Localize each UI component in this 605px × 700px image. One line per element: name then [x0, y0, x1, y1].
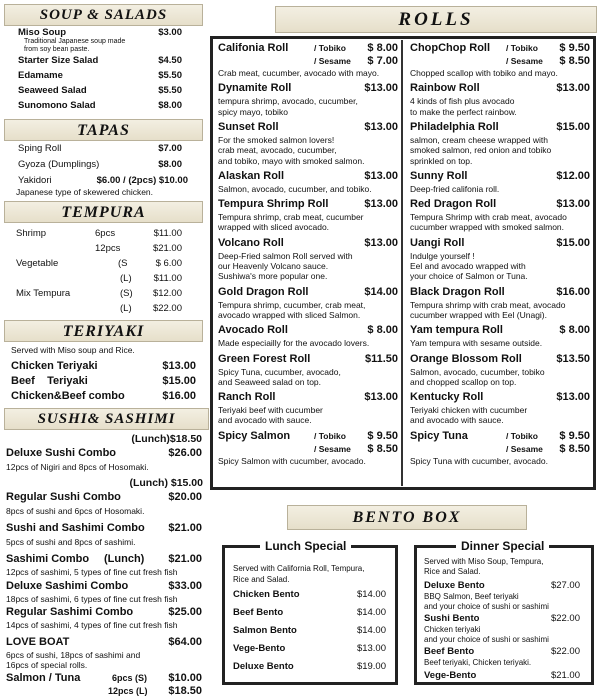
- tempura-item: Shrimp: [16, 228, 47, 239]
- lunch-price: (Lunch)$18.50: [131, 433, 202, 445]
- menu-item-name: Beef Teriyaki: [11, 375, 88, 387]
- lunch-note: Served with California Roll, Tempura,: [233, 564, 365, 573]
- lunch-note: Rice and Salad.: [233, 575, 290, 584]
- bento-name: Vege-Bento: [424, 669, 477, 681]
- roll-name: Gold Dragon Roll: [218, 285, 309, 298]
- roll-option: / Sesame: [506, 443, 543, 454]
- roll-option: / Tobiko: [314, 43, 346, 53]
- tempura-size: 6pcs: [95, 228, 116, 239]
- roll-desc: sprinkled on top.: [410, 155, 473, 166]
- roll-name: Kentucky Roll: [410, 391, 484, 404]
- menu-item-name: Sunomono Salad: [18, 100, 96, 111]
- bento-desc: and your choice of sushi or sashimi: [424, 601, 549, 611]
- roll-desc: and avocado with sauce.: [410, 415, 504, 426]
- menu-item-price: $12.00: [152, 288, 182, 299]
- roll-name: Spicy Tuna: [410, 429, 468, 442]
- menu-item-desc: 18pcs of sashimi, 6 types of fine cut fresh fish: [6, 594, 178, 604]
- roll-price: $ 9.50: [559, 42, 590, 54]
- lunch-items: [233, 589, 386, 679]
- roll-desc: Spicy Tuna, cucumber, avocado,: [218, 366, 341, 377]
- roll-desc: Eel and avocado wrapped with: [410, 261, 526, 271]
- menu-item-price: $4.50: [158, 55, 182, 66]
- roll-price: $13.00: [556, 82, 590, 95]
- menu-item-price: $15.00: [162, 375, 196, 387]
- menu-item-price: $21.00: [152, 243, 182, 254]
- roll-name: Califonia Roll: [218, 42, 289, 54]
- roll-desc: Teriyaki chicken with cucumber: [410, 405, 528, 416]
- roll-price: $ 8.50: [559, 55, 590, 67]
- roll-name: Rainbow Roll: [410, 82, 480, 95]
- roll-name: Volcano Roll: [218, 236, 284, 249]
- lunch-price: (Lunch) $15.00: [129, 477, 203, 489]
- roll-desc: Deep-Fried salmon Roll served with: [218, 250, 353, 261]
- bento-name: Sushi Bento: [424, 613, 480, 624]
- roll-desc: Indulge yourself !: [410, 250, 475, 261]
- menu-item-name: Salmon / Tuna: [6, 672, 81, 684]
- roll-desc: Deep-fried califonia roll.: [410, 183, 500, 194]
- roll-desc: and chopped scallop on top.: [410, 376, 517, 387]
- size-label: 6pcs (S): [112, 673, 148, 683]
- tempura-size: (S): [120, 288, 133, 299]
- menu-item-name: Regular Sashimi Combo: [6, 606, 134, 618]
- roll-name: ChopChop Roll: [410, 42, 491, 54]
- roll-desc: spicy mayo, tobiko: [218, 106, 288, 117]
- menu-item-price: $3.00: [158, 27, 182, 38]
- bento-name: Deluxe Bento: [424, 580, 485, 591]
- menu-item-name: Sashimi Combo: [6, 553, 90, 565]
- menu-item-price: $16.00: [162, 390, 196, 402]
- roll-price: $13.50: [556, 352, 590, 365]
- tempura-size: 12pcs: [95, 243, 121, 254]
- sushi-sashimi-banner: SUSHI& SASHIMI: [4, 408, 209, 430]
- bento-name: Deluxe Bento: [233, 661, 294, 672]
- bento-price: $22.00: [550, 613, 580, 624]
- roll-option: / Sesame: [314, 56, 351, 66]
- roll-price: $ 8.00: [559, 324, 590, 337]
- bento-name: Beef Bento: [233, 607, 284, 618]
- menu-item-price: $11.00: [153, 273, 182, 284]
- menu-item-desc: 5pcs of sushi and 8pcs of sashimi.: [6, 537, 136, 547]
- roll-desc: Teriyaki beef with cucumber: [218, 405, 323, 416]
- roll-price: $15.00: [556, 236, 590, 249]
- bento-desc: Beef teriyaki, Chicken teriyaki.: [424, 658, 532, 667]
- tapas-banner: TAPAS: [4, 119, 203, 141]
- roll-desc: cucumber wrapped with Eel (Unagi).: [410, 309, 548, 320]
- bento-price: $14.00: [356, 607, 386, 618]
- dinner-note: Served with Miso Soup, Tempura,: [424, 557, 544, 566]
- menu-item-name: Edamame: [18, 70, 63, 81]
- bento-name: Vege-Bento: [233, 643, 286, 654]
- roll-desc: your choice of Salmon or Tuna.: [410, 271, 528, 282]
- teriyaki-banner: TERIYAKI: [4, 320, 203, 342]
- roll-desc: Salmon, avocado, cucumber, tobiko: [410, 366, 545, 377]
- roll-desc: Tempura Shrimp with crab meat, avocado: [410, 212, 567, 223]
- roll-price: $ 8.00: [367, 42, 398, 54]
- bento-price: $22.00: [550, 646, 580, 657]
- bento-price: $27.00: [550, 580, 580, 591]
- menu-item-desc: 6pcs of sushi, 18pcs of sashimi and: [6, 650, 141, 660]
- menu-item-name: LOVE BOAT: [6, 636, 70, 648]
- menu-item-desc: 12pcs of sashimi, 5 types of fine cut fresh fish: [6, 567, 178, 577]
- menu-item-name: Chicken&Beef combo: [11, 390, 125, 402]
- bento-price: $19.00: [356, 661, 386, 672]
- menu-item-price: $18.50: [168, 685, 202, 697]
- roll-desc: Salmon, avocado, cucumber, and tobiko.: [218, 183, 372, 194]
- bento-price: $21.00: [550, 669, 580, 681]
- menu-item-price: $10.00: [168, 672, 202, 684]
- tempura-item: Mix Tempura: [16, 288, 71, 299]
- roll-option: / Tobiko: [314, 430, 346, 441]
- roll-name: Avocado Roll: [218, 324, 288, 337]
- rolls-banner: ROLLS: [275, 6, 597, 33]
- roll-option: / Tobiko: [506, 43, 538, 53]
- roll-name: Green Forest Roll: [218, 352, 311, 365]
- tempura-size: (S: [118, 258, 128, 269]
- menu-item-name: Yakidori: [18, 175, 52, 186]
- menu-item-price: $20.00: [168, 491, 202, 503]
- roll-desc: our Heavenly Volcano sauce.: [218, 261, 329, 271]
- menu-item-price: $26.00: [168, 447, 202, 459]
- menu-item-price: $21.00: [168, 553, 202, 565]
- roll-price: $15.00: [556, 120, 590, 133]
- menu-item-name: Miso Soup: [18, 27, 67, 38]
- roll-name: Dynamite Roll: [218, 82, 292, 95]
- menu-item-price: $ 6.00: [155, 258, 182, 269]
- menu-item-price: $13.00: [162, 360, 196, 372]
- roll-desc: cucumber wrapped with smoked salmon.: [410, 222, 565, 233]
- dinner-items: [424, 580, 584, 682]
- menu-item-desc: 14pcs of sashimi, 4 types of fine cut fresh fish: [6, 620, 178, 630]
- menu-item-name: Deluxe Sushi Combo: [6, 447, 117, 459]
- roll-desc: Sushiwa's more popular one.: [218, 271, 328, 282]
- roll-desc: avocado wrapped with sliced Salmon.: [218, 309, 361, 320]
- roll-desc: and avocado with sauce.: [218, 415, 312, 426]
- roll-desc: wrapped with sliced avocado.: [218, 222, 330, 233]
- roll-name: Sunset Roll: [218, 120, 279, 133]
- bento-price: $14.00: [356, 589, 386, 600]
- roll-price: $13.00: [364, 391, 398, 404]
- roll-name: Ranch Roll: [218, 391, 276, 404]
- roll-name: Red Dragon Roll: [410, 198, 497, 211]
- roll-price: $13.00: [556, 391, 590, 404]
- roll-option: / Sesame: [506, 56, 543, 66]
- menu-item-price: $33.00: [168, 580, 202, 592]
- teriyaki-note: Served with Miso soup and Rice.: [11, 345, 135, 355]
- bento-desc: Chicken teriyaki: [424, 625, 481, 634]
- menu-item-price: $22.00: [152, 303, 182, 314]
- size-label: 12pcs (L): [108, 686, 148, 696]
- roll-price: $ 8.50: [559, 442, 590, 455]
- menu-item-desc: 16pcs of special rolls.: [6, 660, 88, 670]
- menu-item-price: $11.00: [153, 228, 182, 239]
- roll-desc: crab meat, avocado, cucumber,: [218, 145, 337, 156]
- roll-desc: Tempura shrimp with crab meat, avocado: [410, 299, 566, 310]
- roll-desc: Chopped scallop with tobiko and mayo.: [410, 68, 558, 78]
- roll-desc: Tempura shrimp, cucumber, crab meat,: [218, 299, 366, 310]
- roll-desc: Spicy Salmon with cucumber, avocado.: [218, 455, 366, 466]
- roll-price: $13.00: [364, 169, 398, 182]
- roll-price: $13.00: [364, 236, 398, 249]
- dinner-note: Rice and Salad.: [424, 567, 481, 576]
- rolls-right-column: [410, 42, 590, 486]
- roll-name: Black Dragon Roll: [410, 285, 505, 298]
- menu-item-desc: Japanese type of skewered chicken.: [16, 187, 154, 197]
- roll-desc: and tobiko, mayo with smoked salmon.: [218, 155, 365, 166]
- roll-desc: to make the perfect rainbow.: [410, 106, 517, 117]
- roll-price: $12.00: [556, 169, 590, 182]
- menu-item-desc: 8pcs of sushi and 6pcs of Hosomaki.: [6, 506, 145, 516]
- menu-item-price: $25.00: [168, 606, 202, 618]
- menu-item-name: Starter Size Salad: [18, 55, 99, 66]
- bento-banner: BENTO BOX: [287, 505, 527, 530]
- menu-item-name: Seaweed Salad: [18, 85, 87, 96]
- roll-desc: salmon, cream cheese wrapped with: [410, 134, 548, 145]
- dinner-special-title: Dinner Special: [456, 539, 549, 553]
- menu-item-price: $21.00: [168, 522, 202, 534]
- menu-item-name: Chicken Teriyaki: [11, 360, 98, 372]
- bento-desc: and your choice of sushi or sashimi: [424, 634, 549, 644]
- menu-item-name: Sushi and Sashimi Combo: [6, 522, 145, 534]
- roll-price: $ 7.00: [367, 55, 398, 67]
- roll-price: $ 8.00: [367, 324, 398, 337]
- roll-price: $ 9.50: [367, 429, 398, 442]
- menu-item-price: $7.00: [158, 143, 182, 154]
- bento-name: Beef Bento: [424, 646, 475, 657]
- rolls-left-column: [218, 42, 398, 486]
- tempura-size: (L): [120, 303, 132, 314]
- roll-desc: 4 kinds of fish plus avocado: [410, 96, 515, 107]
- roll-name: Spicy Salmon: [218, 429, 291, 442]
- bento-name: Chicken Bento: [233, 589, 300, 600]
- roll-option: / Sesame: [314, 443, 351, 454]
- menu-item-price: $64.00: [168, 636, 202, 648]
- menu-item-price: $5.50: [158, 70, 182, 81]
- menu-item-price: $5.50: [158, 85, 182, 96]
- roll-name: Philadelphia Roll: [410, 120, 499, 133]
- roll-name: Alaskan Roll: [218, 169, 285, 182]
- menu-item-price: $8.00: [158, 159, 182, 170]
- tempura-banner: TEMPURA: [4, 201, 203, 223]
- roll-desc: and Seaweed salad on top.: [218, 376, 322, 387]
- menu-item-desc: Traditional Japanese soup made from soy bean paste.: [24, 38, 126, 53]
- soup-salads-banner: SOUP & SALADS: [4, 4, 203, 26]
- tempura-item: Vegetable: [16, 258, 59, 269]
- roll-desc: Yam tempura with sesame outside.: [410, 338, 543, 349]
- menu-item-name: Deluxe Sashimi Combo: [6, 580, 129, 592]
- tempura-size: (L): [120, 273, 132, 284]
- roll-price: $13.00: [556, 198, 590, 211]
- roll-desc: Spicy Tuna with cucumber, avocado.: [410, 455, 548, 466]
- roll-price: $ 9.50: [559, 429, 590, 442]
- menu-item-name: Sping Roll: [18, 143, 62, 154]
- lunch-special-title: Lunch Special: [260, 539, 351, 553]
- roll-option: / Tobiko: [506, 430, 538, 441]
- roll-desc: Crab meat, cucumber, avocado with mayo.: [218, 68, 380, 78]
- bento-price: $14.00: [356, 625, 386, 636]
- roll-desc: Tempura shrimp, crab meat, cucumber: [218, 212, 364, 223]
- roll-name: Uangi Roll: [410, 236, 465, 249]
- bento-name: Salmon Bento: [233, 625, 297, 636]
- lunch-label: (Lunch): [104, 553, 145, 565]
- rolls-divider: [401, 40, 403, 486]
- bento-price: $13.00: [356, 643, 386, 654]
- roll-name: Tempura Shrimp Roll: [218, 198, 329, 211]
- roll-price: $14.00: [364, 285, 398, 298]
- roll-name: Orange Blossom Roll: [410, 352, 522, 365]
- menu-item-name: Regular Sushi Combo: [6, 491, 121, 503]
- roll-desc: smoked salmon, red onion and tobiko: [410, 145, 552, 156]
- roll-name: Yam tempura Roll: [410, 324, 503, 337]
- menu-item-price: $6.00 / (2pcs) $10.00: [96, 175, 188, 186]
- roll-desc: tempura shrimp, avocado, cucumber,: [218, 96, 358, 107]
- roll-price: $16.00: [556, 285, 590, 298]
- roll-price: $13.00: [364, 120, 398, 133]
- roll-name: Sunny Roll: [410, 169, 468, 182]
- roll-desc: For the smoked salmon lovers!: [218, 134, 335, 145]
- roll-price: $ 8.50: [367, 442, 398, 455]
- roll-price: $13.00: [364, 198, 398, 211]
- menu-item-name: Gyoza (Dumplings): [18, 159, 100, 170]
- menu-item-desc: 12pcs of Nigiri and 8pcs of Hosomaki.: [6, 462, 149, 472]
- roll-desc: Made especiailly for the avocado lovers.: [218, 338, 370, 349]
- roll-price: $13.00: [364, 82, 398, 95]
- roll-price: $11.50: [364, 352, 398, 365]
- bento-desc: BBQ Salmon, Beef teriyaki: [424, 592, 519, 601]
- menu-item-price: $8.00: [158, 100, 182, 111]
